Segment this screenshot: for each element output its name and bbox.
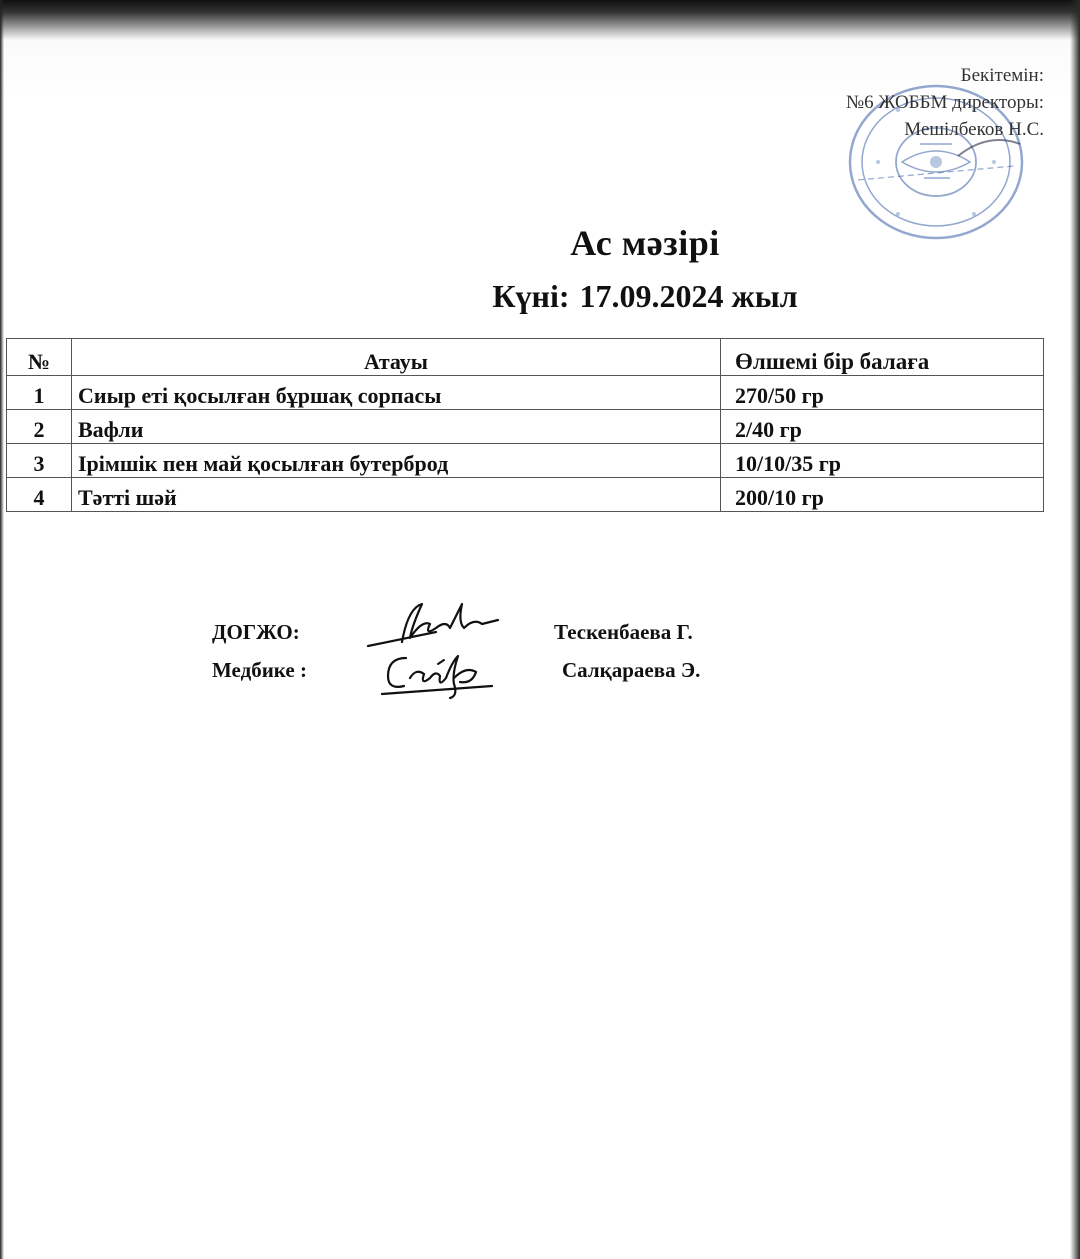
row-number: 2 [7, 410, 72, 444]
approval-block [846, 62, 1044, 143]
signature-row-dogzho [212, 620, 693, 645]
header-measure: Өлшемі бір балаға [721, 339, 1044, 376]
date-line [0, 278, 1080, 315]
signature-role: ДОГЖО: [212, 620, 300, 644]
menu-table [6, 338, 1044, 512]
left-edge-shadow [0, 0, 4, 1259]
date-value: 17.09.2024 жыл [579, 278, 798, 314]
signature-row-nurse [212, 658, 701, 683]
row-number: 4 [7, 478, 72, 512]
header-number: № [7, 339, 72, 376]
row-portion: 200/10 гр [721, 478, 1044, 512]
row-portion: 2/40 гр [721, 410, 1044, 444]
top-edge-shadow [0, 0, 1080, 40]
row-dish-name: Вафли [72, 410, 721, 444]
approval-director-name: Мешілбеков Н.С. [904, 119, 1044, 140]
row-dish-name: Ірімшік пен май қосылған бутерброд [72, 444, 721, 478]
signature-person-name: Салқараева Э. [562, 658, 701, 682]
row-portion: 10/10/35 гр [721, 444, 1044, 478]
date-label: Күні: [492, 278, 570, 314]
header-name: Атауы [72, 339, 721, 376]
signature-person-name: Тескенбаева Г. [554, 620, 693, 644]
table-row [7, 444, 1044, 478]
row-number: 3 [7, 444, 72, 478]
table-row [7, 478, 1044, 512]
row-number: 1 [7, 376, 72, 410]
signature-role: Медбике : [212, 658, 307, 682]
approval-position: №6 ЖОББМ директоры: [846, 92, 1044, 113]
row-portion: 270/50 гр [721, 376, 1044, 410]
table-header-row [7, 339, 1044, 376]
right-edge-shadow [1070, 0, 1080, 1259]
table-row [7, 376, 1044, 410]
handwritten-signature-2 [380, 644, 498, 700]
row-dish-name: Сиыр еті қосылған бұршақ сорпасы [72, 376, 721, 410]
approval-heading: Бекітемін: [960, 65, 1044, 86]
row-dish-name: Тәтті шәй [72, 478, 721, 512]
table-row [7, 410, 1044, 444]
page-title: Ас мәзірі [570, 223, 720, 263]
